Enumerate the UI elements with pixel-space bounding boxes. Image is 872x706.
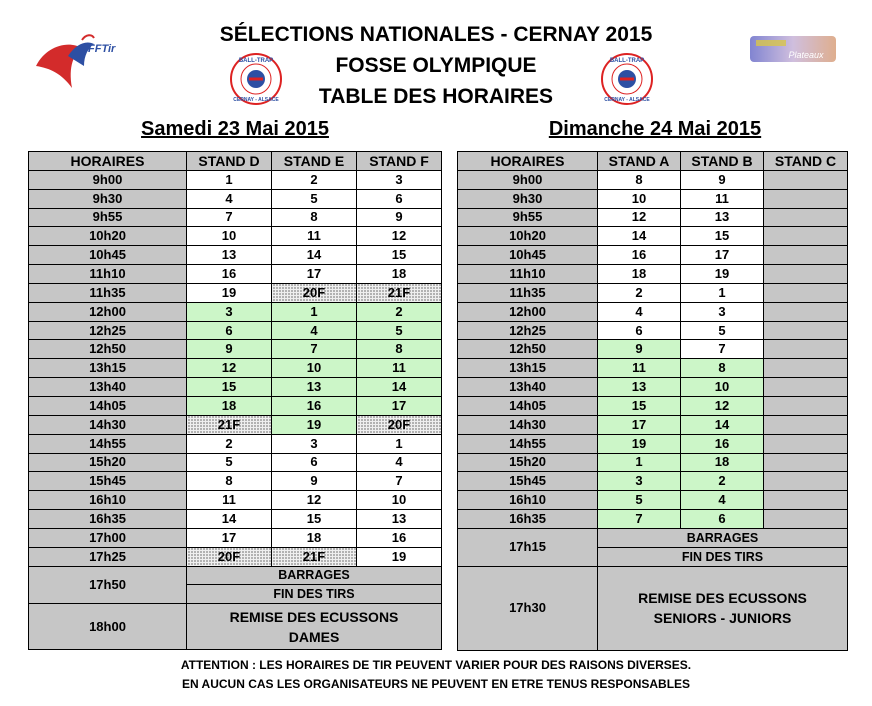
time-cell: 10h20 (458, 227, 598, 246)
squad-cell: 12 (357, 227, 442, 246)
squad-cell: 21F (357, 283, 442, 302)
squad-cell: 3 (357, 170, 442, 189)
squad-cell: 9 (598, 340, 681, 359)
schedule-row (29, 340, 442, 359)
schedule-row (458, 491, 848, 510)
time-cell: 14h05 (458, 396, 598, 415)
schedule-row (458, 359, 848, 378)
time-cell: 9h00 (458, 170, 598, 189)
squad-cell: 16 (681, 434, 764, 453)
discipline-title: FOSSE OLYMPIQUE (335, 54, 537, 77)
ceremony-cell (598, 566, 848, 650)
time-cell: 11h35 (29, 283, 187, 302)
time-cell: 16h35 (458, 510, 598, 529)
time-cell: 9h00 (29, 170, 187, 189)
squad-cell (764, 208, 848, 227)
squad-cell: 1 (272, 302, 357, 321)
squad-cell (764, 189, 848, 208)
squad-cell: 8 (187, 472, 272, 491)
time-cell: 10h45 (458, 246, 598, 265)
squad-cell: 3 (187, 302, 272, 321)
time-cell: 13h40 (29, 378, 187, 397)
squad-cell (764, 510, 848, 529)
schedule-row (29, 321, 442, 340)
squad-cell: 6 (681, 510, 764, 529)
squad-cell: 10 (272, 359, 357, 378)
schedule-row (458, 415, 848, 434)
squad-cell: 7 (187, 208, 272, 227)
time-cell: 15h45 (458, 472, 598, 491)
squad-cell: 13 (357, 510, 442, 529)
schedule-title: TABLE DES HORAIRES (318, 85, 554, 108)
squad-cell: 18 (681, 453, 764, 472)
ceremony-row (458, 566, 848, 650)
time-cell: 11h35 (458, 283, 598, 302)
schedule-row (29, 227, 442, 246)
squad-cell: 18 (187, 396, 272, 415)
schedule-row (29, 189, 442, 208)
header-row (458, 152, 848, 171)
schedule-row (458, 283, 848, 302)
federation-logo-text: FFTir (88, 43, 116, 55)
squad-cell: 8 (598, 170, 681, 189)
squad-cell (764, 170, 848, 189)
schedule-row (29, 472, 442, 491)
time-cell: 12h50 (458, 340, 598, 359)
end-time-cell: 17h15 (458, 528, 598, 566)
header-horaires: HORAIRES (458, 152, 598, 171)
squad-cell: 6 (187, 321, 272, 340)
schedule-row (458, 302, 848, 321)
header-stand: STAND A (598, 152, 681, 171)
squad-cell (764, 378, 848, 397)
time-cell: 12h25 (458, 321, 598, 340)
squad-cell: 17 (598, 415, 681, 434)
time-cell: 10h45 (29, 246, 187, 265)
squad-cell: 20F (187, 547, 272, 566)
squad-cell (764, 265, 848, 284)
time-cell: 12h50 (29, 340, 187, 359)
ceremony-line-1: REMISE DES ECUSSONS (638, 590, 807, 607)
time-cell: 13h15 (458, 359, 598, 378)
end-time-cell: 17h50 (29, 566, 187, 604)
squad-cell: 20F (357, 415, 442, 434)
squad-cell: 5 (357, 321, 442, 340)
schedule-row (458, 321, 848, 340)
squad-cell: 1 (187, 170, 272, 189)
squad-cell: 3 (272, 434, 357, 453)
squad-cell: 16 (357, 528, 442, 547)
squad-cell: 7 (357, 472, 442, 491)
squad-cell: 13 (272, 378, 357, 397)
squad-cell: 11 (272, 227, 357, 246)
schedule-row (458, 189, 848, 208)
time-cell: 14h30 (458, 415, 598, 434)
squad-cell: 14 (272, 246, 357, 265)
squad-cell: 21F (272, 547, 357, 566)
schedule-row (29, 491, 442, 510)
squad-cell: 13 (187, 246, 272, 265)
schedule-row (29, 453, 442, 472)
time-cell: 12h00 (458, 302, 598, 321)
time-cell: 11h10 (458, 265, 598, 284)
squad-cell: 11 (187, 491, 272, 510)
schedule-row (29, 283, 442, 302)
squad-cell (764, 359, 848, 378)
squad-cell: 7 (272, 340, 357, 359)
ceremony-time-cell: 18h00 (29, 604, 187, 650)
squad-cell: 17 (357, 396, 442, 415)
schedule-row (458, 208, 848, 227)
squad-cell: 10 (357, 491, 442, 510)
time-cell: 14h55 (29, 434, 187, 453)
header-horaires: HORAIRES (29, 152, 187, 171)
squad-cell: 12 (598, 208, 681, 227)
disclaimer-line-2: EN AUCUN CAS LES ORGANISATEURS NE PEUVENT EN ETRE TENUS RESPONSABLES (181, 677, 691, 691)
squad-cell: 2 (272, 170, 357, 189)
squad-cell: 5 (598, 491, 681, 510)
time-cell: 16h35 (29, 510, 187, 529)
sunday-title: Dimanche 24 Mai 2015 (548, 118, 762, 140)
squad-cell (764, 396, 848, 415)
squad-cell (764, 340, 848, 359)
squad-cell: 15 (187, 378, 272, 397)
schedule-row (29, 302, 442, 321)
squad-cell: 6 (357, 189, 442, 208)
ceremony-line-2: DAMES (288, 628, 340, 645)
squad-cell: 10 (187, 227, 272, 246)
time-cell: 16h10 (29, 491, 187, 510)
squad-cell (764, 491, 848, 510)
schedule-row (458, 510, 848, 529)
time-cell: 9h55 (29, 208, 187, 227)
schedule-row (458, 265, 848, 284)
schedule-row (29, 359, 442, 378)
squad-cell: 9 (272, 472, 357, 491)
squad-cell: 4 (598, 302, 681, 321)
time-cell: 17h00 (29, 528, 187, 547)
squad-cell: 17 (681, 246, 764, 265)
schedule-row (458, 170, 848, 189)
time-cell: 12h00 (29, 302, 187, 321)
squad-cell: 19 (272, 415, 357, 434)
schedule-row (29, 265, 442, 284)
squad-cell: 8 (681, 359, 764, 378)
ceremony-cell (187, 604, 442, 650)
time-cell: 12h25 (29, 321, 187, 340)
squad-cell: 1 (681, 283, 764, 302)
squad-cell: 3 (598, 472, 681, 491)
squad-cell: 21F (187, 415, 272, 434)
squad-cell: 5 (187, 453, 272, 472)
squad-cell: 16 (187, 265, 272, 284)
squad-cell: 1 (357, 434, 442, 453)
squad-cell: 7 (681, 340, 764, 359)
barrages-cell: BARRAGES (598, 528, 848, 547)
fin-des-tirs-cell: FIN DES TIRS (598, 547, 848, 566)
time-cell: 16h10 (458, 491, 598, 510)
squad-cell: 19 (187, 283, 272, 302)
schedule-row (458, 246, 848, 265)
time-cell: 14h30 (29, 415, 187, 434)
tail-row (458, 528, 848, 547)
schedule-row (29, 510, 442, 529)
squad-cell: 10 (598, 189, 681, 208)
schedule-row (29, 378, 442, 397)
squad-cell: 2 (357, 302, 442, 321)
seal-right-text-top: BALL-TRAP (609, 58, 645, 64)
saturday-schedule-table (28, 151, 442, 650)
squad-cell: 8 (272, 208, 357, 227)
schedule-row (29, 434, 442, 453)
squad-cell: 17 (187, 528, 272, 547)
squad-cell: 9 (357, 208, 442, 227)
squad-cell: 4 (272, 321, 357, 340)
squad-cell: 7 (598, 510, 681, 529)
time-cell: 11h10 (29, 265, 187, 284)
schedule-row (458, 453, 848, 472)
seal-right-text-bottom: CERNAY - ALSACE (604, 97, 650, 103)
squad-cell (764, 321, 848, 340)
squad-cell (764, 283, 848, 302)
squad-cell: 13 (598, 378, 681, 397)
squad-cell: 12 (681, 396, 764, 415)
squad-cell (764, 302, 848, 321)
squad-cell: 15 (598, 396, 681, 415)
ceremony-row (29, 604, 442, 650)
time-cell: 15h20 (458, 453, 598, 472)
squad-cell: 2 (598, 283, 681, 302)
schedule-row (458, 340, 848, 359)
squad-cell (764, 434, 848, 453)
fin-des-tirs-cell: FIN DES TIRS (187, 585, 442, 604)
time-cell: 9h30 (458, 189, 598, 208)
time-cell: 10h20 (29, 227, 187, 246)
squad-cell: 19 (681, 265, 764, 284)
header-row (29, 152, 442, 171)
schedule-row (458, 378, 848, 397)
squad-cell: 14 (357, 378, 442, 397)
squad-cell (764, 453, 848, 472)
squad-cell: 2 (681, 472, 764, 491)
schedule-row (29, 528, 442, 547)
schedule-row (29, 415, 442, 434)
squad-cell (764, 415, 848, 434)
squad-cell: 15 (272, 510, 357, 529)
time-cell: 13h40 (458, 378, 598, 397)
squad-cell (764, 227, 848, 246)
squad-cell: 11 (357, 359, 442, 378)
schedule-row (458, 434, 848, 453)
schedule-row (29, 396, 442, 415)
ceremony-time-cell: 17h30 (458, 566, 598, 650)
time-cell: 14h05 (29, 396, 187, 415)
page-title: SÉLECTIONS NATIONALES - CERNAY 2015 (219, 23, 653, 46)
time-cell: 14h55 (458, 434, 598, 453)
squad-cell: 12 (272, 491, 357, 510)
header-stand: STAND B (681, 152, 764, 171)
ceremony-line-2: SENIORS - JUNIORS (653, 610, 792, 627)
squad-cell (764, 246, 848, 265)
header-stand: STAND C (764, 152, 848, 171)
time-cell: 9h55 (458, 208, 598, 227)
schedule-row (29, 208, 442, 227)
squad-cell: 18 (598, 265, 681, 284)
squad-cell: 4 (187, 189, 272, 208)
sponsor-logo-text: Plateaux (788, 50, 824, 60)
squad-cell: 16 (598, 246, 681, 265)
squad-cell: 6 (272, 453, 357, 472)
squad-cell: 14 (598, 227, 681, 246)
squad-cell: 18 (272, 528, 357, 547)
squad-cell: 15 (357, 246, 442, 265)
time-cell: 17h25 (29, 547, 187, 566)
schedule-row (29, 547, 442, 566)
squad-cell: 5 (272, 189, 357, 208)
header-stand: STAND F (357, 152, 442, 171)
ceremony-line-1: REMISE DES ECUSSONS (229, 608, 399, 625)
saturday-title: Samedi 23 Mai 2015 (141, 118, 329, 140)
squad-cell: 9 (681, 170, 764, 189)
squad-cell: 20F (272, 283, 357, 302)
squad-cell: 17 (272, 265, 357, 284)
squad-cell: 14 (681, 415, 764, 434)
schedule-row (29, 170, 442, 189)
schedule-row (458, 227, 848, 246)
schedule-row (458, 472, 848, 491)
barrages-cell: BARRAGES (187, 566, 442, 585)
squad-cell: 1 (598, 453, 681, 472)
squad-cell: 5 (681, 321, 764, 340)
squad-cell: 4 (357, 453, 442, 472)
squad-cell: 19 (357, 547, 442, 566)
squad-cell: 4 (681, 491, 764, 510)
squad-cell: 16 (272, 396, 357, 415)
squad-cell (764, 472, 848, 491)
schedule-row (458, 396, 848, 415)
squad-cell: 6 (598, 321, 681, 340)
seal-left-text-top: BALL-TRAP (238, 58, 274, 64)
tail-row (29, 566, 442, 585)
disclaimer-line-1: ATTENTION : LES HORAIRES DE TIR PEUVENT VARIER POUR DES RAISONS DIVERSES. (180, 658, 692, 672)
squad-cell: 9 (187, 340, 272, 359)
squad-cell: 3 (681, 302, 764, 321)
time-cell: 15h45 (29, 472, 187, 491)
squad-cell: 18 (357, 265, 442, 284)
time-cell: 15h20 (29, 453, 187, 472)
squad-cell: 12 (187, 359, 272, 378)
schedule-row (29, 246, 442, 265)
squad-cell: 19 (598, 434, 681, 453)
squad-cell: 13 (681, 208, 764, 227)
squad-cell: 11 (681, 189, 764, 208)
time-cell: 13h15 (29, 359, 187, 378)
seal-left-text-bottom: CERNAY - ALSACE (233, 97, 279, 103)
squad-cell: 15 (681, 227, 764, 246)
squad-cell: 2 (187, 434, 272, 453)
sunday-schedule-table (457, 151, 848, 651)
header-stand: STAND D (187, 152, 272, 171)
header-stand: STAND E (272, 152, 357, 171)
squad-cell: 10 (681, 378, 764, 397)
squad-cell: 8 (357, 340, 442, 359)
squad-cell: 11 (598, 359, 681, 378)
time-cell: 9h30 (29, 189, 187, 208)
squad-cell: 14 (187, 510, 272, 529)
